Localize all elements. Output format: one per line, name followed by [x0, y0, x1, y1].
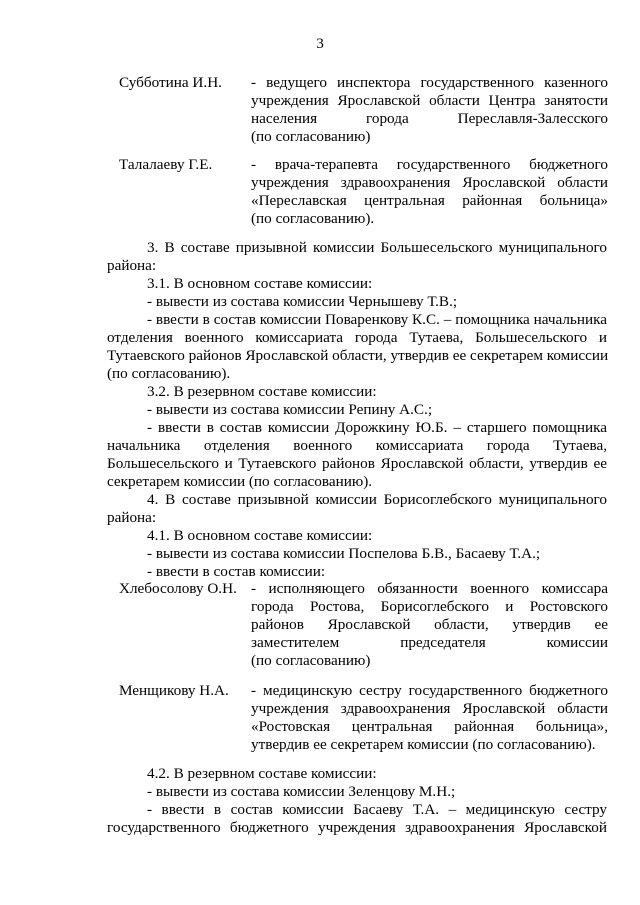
person-name: Субботина И.Н. [119, 74, 222, 91]
body-text-section-3: 3. В составе призывной комиссии Большесельского муниципального района: 3.1. В основном составе комиссии: - вывести из состава комиссии Чернышеву Т.В.; - ввести в состав комиссии Поваренкову К.С. – помощника начальника отделения военного комиссариата города Тутаева, Большесельского и Тутаевского районов Ярославской области, утвердив ее секретарем комиссии (по согласованию). 3.2. В резервном составе комиссии: - вывести из состава комиссии Репину А.С.; - ввести в состав комиссии Дорожкину Ю.Б. – старшего помощника начальника отделения военного комиссариата города Тутаева, Большесельского и Тутаевского районов Ярославской области, утвердив ее секретарем комиссии (по согласованию). 4. В составе призывной комиссии Борисоглебского муниципального района: 4.1. В основном составе комиссии: - вывести из состава комиссии Поспелова Б.В., Басаеву Т.А.; - ввести в состав комиссии: [107, 239, 609, 580]
person-description: - медицинскую сестру государственного бюджетного учреждения здравоохранения Ярославской области «Ростовская центральная районная больница», утвердив ее секретарем комиссии (по согласованию). [251, 682, 608, 753]
person-name: Талалаеву Г.Е. [119, 156, 213, 173]
person-name: Хлебосолову О.Н. [119, 580, 237, 597]
person-description: - врача-терапевта государственного бюджетного учреждения здравоохранения Ярославской области «Переславская центральная районная больница» (по согласованию). [251, 156, 608, 227]
body-text-section-4-2: 4.2. В резервном составе комиссии: - вывести из состава комиссии Зеленцову М.Н.; - ввести в состав комиссии Басаеву Т.А. – медицинскую сестру государственного бюджетного учреждения здравоохранения Ярославской [107, 765, 607, 836]
person-description: - исполняющего обязанности военного комиссара города Ростова, Борисоглебского и Ростовского районов Ярославской области, утвердив ее заместителем председателя комиссии (по согласованию) [251, 580, 608, 669]
page-number: 3 [316, 35, 324, 52]
person-name: Менщикову Н.А. [119, 682, 229, 699]
person-description: - ведущего инспектора государственного казенного учреждения Ярославской области Центра занятости населения города Переславля-Залесского (по согласованию) [251, 74, 608, 145]
